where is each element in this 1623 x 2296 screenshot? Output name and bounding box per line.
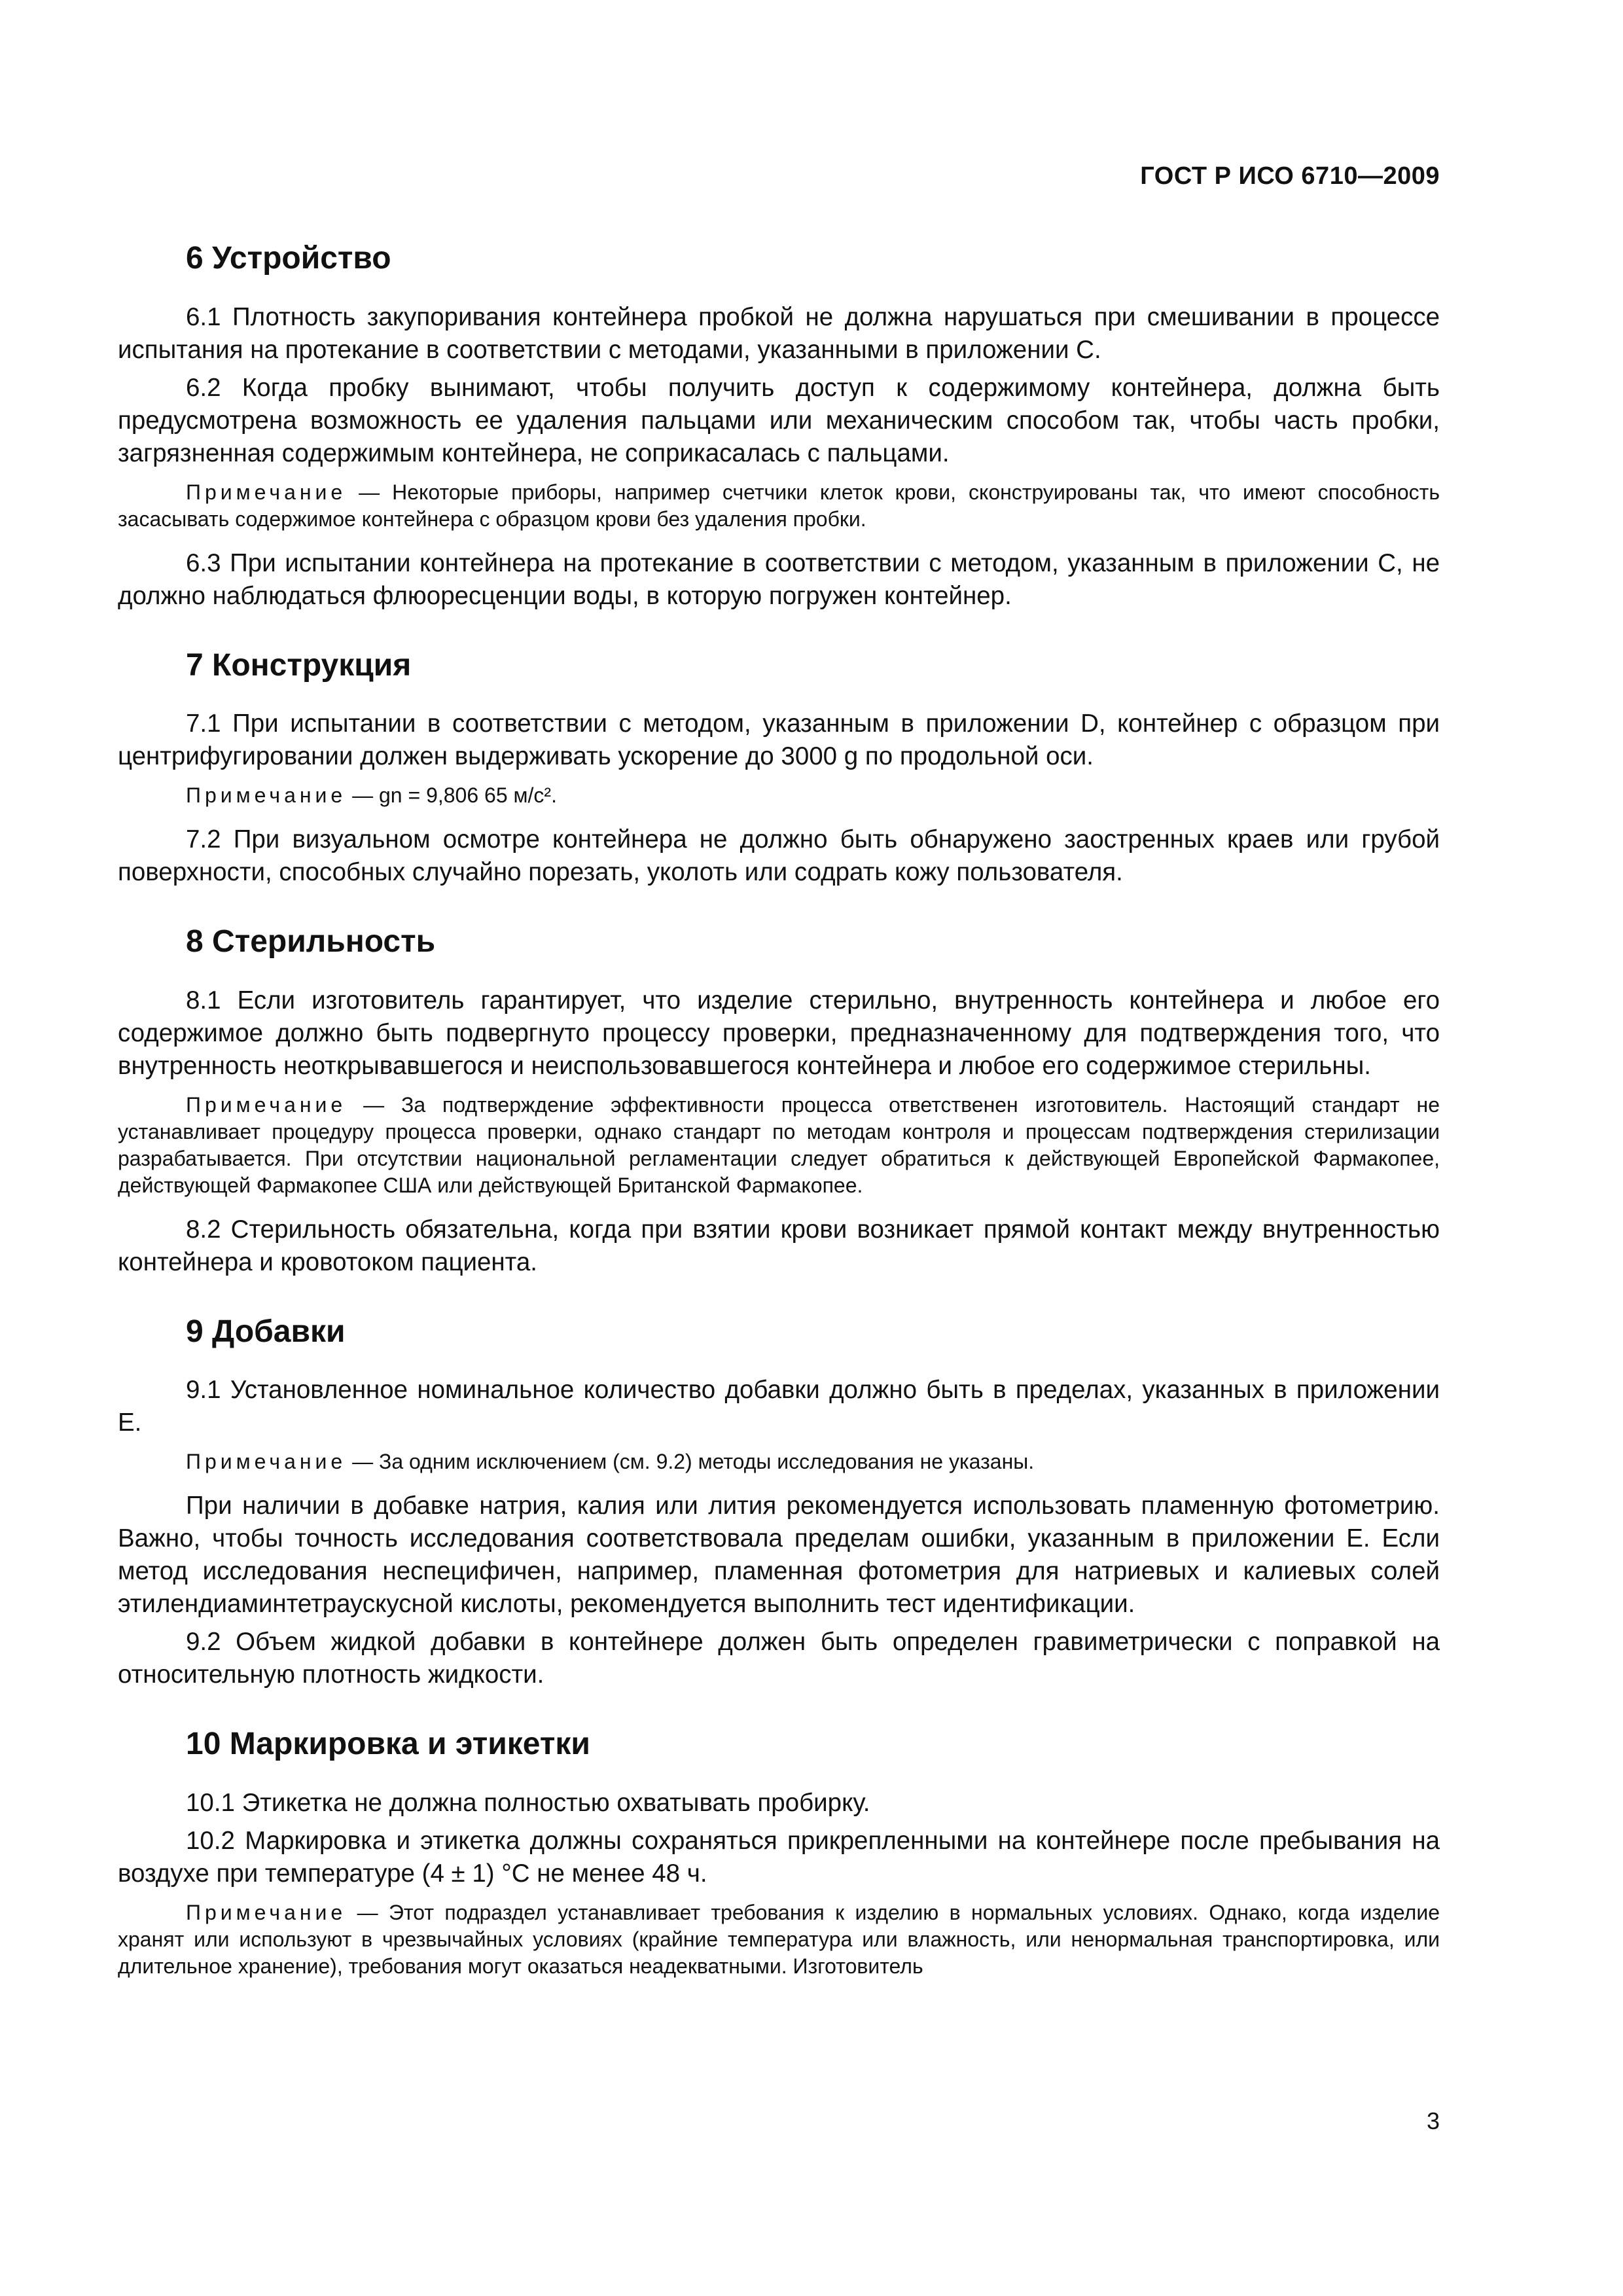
section-7 bbox=[118, 647, 1440, 889]
body-paragraph: При наличии в добавке натрия, калия или лития рекомендуется использовать пламенную фотометрию. Важно, чтобы точность исследования соответствовала пределам ошибки, указанным в приложении Е. Если метод исследования неспецифичен, например, пламенная фотометрия для натриевых и калиевых солей этилендиаминтетраускусной кислоты, рекомендуется выполнить тест идентификации. bbox=[118, 1492, 1440, 1619]
note-text: — За подтверждение эффективности процесса ответственен изготовитель. Настоящий стандарт не устанавливает процедуру процесса проверки, однако стандарт по методам контроля и процессам подтверждения стерилизации разрабатывается. При отсутствии национальной регламентации следует обратиться к действующей Европейской Фармакопее, действующей Фармакопее США или действующей Британской Фармакопее. bbox=[118, 1092, 1440, 1197]
document-body bbox=[118, 240, 1440, 2014]
note-label: Примечание bbox=[186, 1092, 347, 1117]
body-paragraph: 6.2 Когда пробку вынимают, чтобы получить доступ к содержимому контейнера, должна быть предусмотрена возможность ее удаления пальцами или механическим способом так, чтобы часть пробки, загрязненная содержимым контейнера, не соприкасалась с пальцами. bbox=[118, 373, 1440, 467]
section-8 bbox=[118, 923, 1440, 1279]
page-number: 3 bbox=[1426, 2108, 1440, 2134]
section-6 bbox=[118, 240, 1440, 613]
note-paragraph bbox=[118, 1092, 1440, 1199]
section-10 bbox=[118, 1725, 1440, 1980]
note-text: — Этот подраздел устанавливает требования к изделию в нормальных условиях. Однако, когда изделие хранят или используют в чрезвычайных условиях (крайние температура или влажность, или ненормальная транспортировка, или длительное хранение), требования могут оказаться неадекватными. Изготовитель bbox=[118, 1900, 1440, 1978]
section-9 bbox=[118, 1313, 1440, 1692]
body-paragraph: 10.2 Маркировка и этикетка должны сохраняться прикрепленными на контейнере после пребывания на воздухе при температуре (4 ± 1) °С не менее 48 ч. bbox=[118, 1826, 1440, 1888]
note-paragraph bbox=[118, 782, 1440, 809]
body-paragraph: 10.1 Этикетка не должна полностью охватывать пробирку. bbox=[186, 1788, 870, 1817]
document-page bbox=[118, 0, 1440, 2296]
body-paragraph: 8.2 Стерильность обязательна, когда при взятии крови возникает прямой контакт между внутренностью контейнера и кровотоком пациента. bbox=[118, 1215, 1440, 1276]
note-label: Примечание bbox=[186, 1450, 347, 1474]
section-title: 10 Маркировка и этикетки bbox=[186, 1727, 590, 1762]
document-code: ГОСТ Р ИСО 6710—2009 bbox=[1140, 162, 1440, 190]
section-title: 6 Устройство bbox=[186, 241, 391, 276]
section-title: 8 Стерильность bbox=[186, 924, 436, 960]
note-paragraph bbox=[118, 1899, 1440, 1980]
body-paragraph: 6.1 Плотность закупоривания контейнера пробкой не должна нарушаться при смешивании в процессе испытания на протекание в соответствии с методами, указанными в приложении С. bbox=[118, 302, 1440, 364]
body-paragraph: 6.3 При испытании контейнера на протекание в соответствии с методом, указанным в приложении С, не должно наблюдаться флюоресценции воды, в которую погружен контейнер. bbox=[118, 548, 1440, 610]
note-text: — gn = 9,806 65 м/с². bbox=[352, 783, 557, 808]
note-text: — Некоторые приборы, например счетчики клеток крови, сконструированы так, что имеют способность засасывать содержимое контейнера с образцом крови без удаления пробки. bbox=[118, 480, 1440, 531]
body-paragraph: 9.1 Установленное номинальное количество добавки должно быть в пределах, указанных в приложении Е. bbox=[118, 1376, 1440, 1437]
note-label: Примечание bbox=[186, 1900, 347, 1924]
body-paragraph: 8.1 Если изготовитель гарантирует, что изделие стерильно, внутренность контейнера и любое его содержимое должно быть подвергнуто процессу проверки, предназначенному для подтверждения того, что внутренность неоткрывавшегося и неиспользовавшегося контейнера и любое его содержимое стерильны. bbox=[118, 986, 1440, 1080]
body-paragraph: 7.2 При визуальном осмотре контейнера не должно быть обнаружено заостренных краев или грубой поверхности, способных случайно порезать, уколоть или содрать кожу пользователя. bbox=[118, 825, 1440, 887]
note-paragraph bbox=[118, 1448, 1440, 1475]
note-paragraph bbox=[118, 479, 1440, 533]
note-label: Примечание bbox=[186, 480, 347, 504]
note-text: — За одним исключением (см. 9.2) методы исследования не указаны. bbox=[352, 1450, 1035, 1474]
section-title: 7 Конструкция bbox=[186, 647, 412, 683]
note-label: Примечание bbox=[186, 783, 347, 808]
body-paragraph: 9.2 Объем жидкой добавки в контейнере должен быть определен гравиметрически с поправкой на относительную плотность жидкости. bbox=[118, 1628, 1440, 1689]
section-title: 9 Добавки bbox=[186, 1314, 346, 1349]
body-paragraph: 7.1 При испытании в соответствии с методом, указанным в приложении D, контейнер с образцом при центрифугировании должен выдерживать ускорение до 3000 g по продольной оси. bbox=[118, 709, 1440, 771]
